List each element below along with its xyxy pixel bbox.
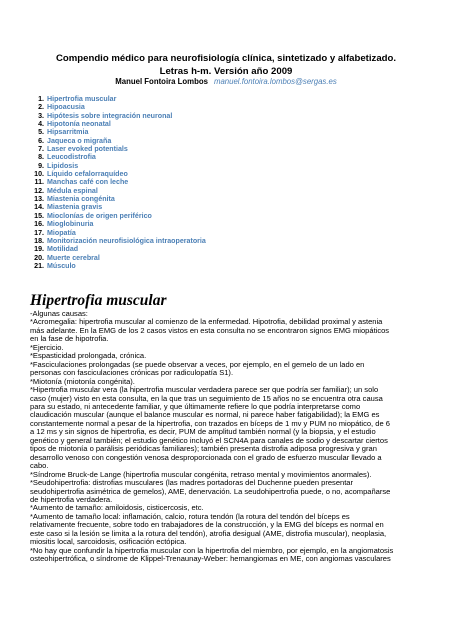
- toc-item-link[interactable]: Hipertrofia muscular: [47, 95, 117, 103]
- toc-item-link[interactable]: Monitorización neurofisiológica intraoperatoria: [47, 236, 206, 245]
- body-line: tipos de miotonía o parálisis periódicas familiares); también presenta distrofia adiposa progresiva y gran: [30, 444, 377, 454]
- toc-item-link[interactable]: Líquido cefalorraquídeo: [47, 170, 128, 179]
- body-line: *Espasticidad prolongada, crónica.: [30, 351, 147, 361]
- body-line: caso (mujer) visto en esta consulta, en la que tras un seguimiento de 15 años no se encuentra otra causa: [30, 393, 383, 403]
- toc-item-number: 11.: [34, 178, 44, 187]
- toc-item: [30, 128, 206, 136]
- toc-item: [30, 178, 206, 186]
- author-email-link[interactable]: manuel.fontoira.lombos@sergas.es: [213, 77, 337, 86]
- toc-item-number: 8.: [38, 153, 44, 162]
- toc-item: [30, 262, 206, 270]
- toc-item: [30, 187, 206, 195]
- section-heading: Hipertrofia muscular: [30, 292, 167, 309]
- toc-item: [30, 95, 206, 103]
- toc-item-link[interactable]: Miopatía: [47, 228, 76, 237]
- toc-item-number: 17.: [34, 228, 44, 237]
- body-line: desarrollo venoso con congestión venosa desproporcionada con el grado de esfuerzo muscular llevado a: [30, 452, 382, 462]
- body-line: *Hipertrofia muscular vera (la hipertrofia muscular verdadera parece ser que podría ser familiar); un solo: [30, 385, 379, 395]
- toc-item: [30, 137, 206, 145]
- body-line: claudicación muscular (aunque el balance muscular es normal, ni parece haber fatigabilidad); la EMG es: [30, 410, 380, 420]
- body-line: *Aumento de tamaño: amiloidosis, cisticercosis, etc.: [30, 503, 204, 513]
- toc-item-number: 16.: [34, 220, 44, 229]
- toc-item-number: 14.: [34, 203, 44, 212]
- section-body: [30, 310, 438, 564]
- body-line: *Fasciculaciones prolongadas (se puede observar a veces, por ejemplo, en el gemelo de un lado en: [30, 359, 365, 369]
- body-line: *Seudohipertrofia: distrofias musculares (las madres portadoras del Duchenne pueden presentar: [30, 478, 354, 488]
- body-line: *Acromegalia: hipertrofia muscular al comienzo de la enfermedad. Hipotrofia, debilidad proximal y astenia: [30, 317, 383, 327]
- body-line: *Aumento de tamaño local: inflamación, calcio, rotura tendón (la rotura del tendón del bíceps es: [30, 511, 350, 521]
- toc-item: [30, 254, 206, 262]
- document-title-line-1: Compendio médico para neurofisiología clínica, sintetizado y alfabetizado.: [55, 53, 397, 64]
- toc-item-link[interactable]: Leucodistrofia: [47, 153, 96, 162]
- toc-item-link[interactable]: Hipsarritmia: [47, 128, 89, 137]
- toc-item-number: 5.: [38, 128, 44, 137]
- toc-item-number: 15.: [34, 211, 44, 220]
- toc-item: [30, 237, 206, 245]
- body-line: de hipertrofia verdadera.: [30, 494, 113, 504]
- toc-item-link[interactable]: Hipótesis sobre integración neuronal: [47, 111, 173, 120]
- toc-item-number: 9.: [38, 161, 44, 170]
- body-line: este caso si la lesión se limita a la rotura del tendón), atrofia desigual (AME, distrofia muscular), neoplasia,: [30, 528, 387, 538]
- toc-item-number: 20.: [34, 253, 44, 262]
- toc-item-number: 12.: [34, 186, 44, 195]
- body-line: *No hay que confundir la hipertrofia muscular con la hipertrofia del miembro, por ejemplo, en la angiomatosis: [30, 545, 394, 555]
- toc-item-number: 3.: [38, 111, 44, 120]
- body-line: relativamente frecuente, sobre todo en trabajadores de la construcción, y la EMG del bíceps es normal en: [30, 520, 384, 530]
- toc-item-number: 1.: [38, 95, 44, 103]
- body-line: miositis local, sarcoidosis, osificación ectópica.: [30, 537, 187, 547]
- body-line: para su estado, ni antecedente familiar, y que últimamente refiere lo que podría interpretarse como: [30, 401, 361, 411]
- body-line: seudohipertrofia asimétrica de gemelos), AME, denervación. La seudohipertrofia puede, o no, acompañarse: [30, 486, 391, 496]
- toc-item: [30, 120, 206, 128]
- body-line: más adelante. En la EMG de los 2 casos vistos en esta consulta no se encontraron signos EMG miopáticos: [30, 325, 390, 335]
- toc-item-link[interactable]: Hipoacusia: [47, 103, 85, 112]
- toc-item-number: 6.: [38, 136, 44, 145]
- toc-item-link[interactable]: Médula espinal: [47, 186, 98, 195]
- toc-item: [30, 103, 206, 111]
- toc-item-number: 7.: [38, 145, 44, 154]
- toc-item: [30, 170, 206, 178]
- author-line: [0, 77, 452, 87]
- toc-item: [30, 229, 206, 237]
- toc-item: [30, 162, 206, 170]
- body-line: en la fase de hipotrofia.: [30, 334, 109, 344]
- toc-item-link[interactable]: Mioclonías de origen periférico: [47, 211, 152, 220]
- body-line: personas con fasciculaciones crónicas por radiculopatía S1).: [30, 368, 234, 378]
- toc-item-link[interactable]: Manchas café con leche: [47, 178, 129, 187]
- toc-item: [30, 153, 206, 161]
- body-line: a 12 ms y sin signos de hipertrofia, es decir, PUM de amplitud también normal (y la biopsia, y el estudio: [30, 427, 376, 437]
- toc-item-number: 19.: [34, 245, 44, 254]
- toc-item: [30, 212, 206, 220]
- toc-item-link[interactable]: Motilidad: [47, 245, 79, 254]
- toc-item-link[interactable]: Hipotonía neonatal: [47, 120, 111, 129]
- toc-item-link[interactable]: Jaqueca o migraña: [47, 136, 112, 145]
- toc-item-number: 4.: [38, 120, 44, 129]
- body-line: genético y general también; el estudio genético incluyó el SCN4A para canales de sodio y descartar ciertos: [30, 435, 388, 445]
- toc-item: [30, 145, 206, 153]
- toc-item: [30, 220, 206, 228]
- toc-item-number: 2.: [38, 103, 44, 112]
- toc-item-link[interactable]: Lipidosis: [47, 161, 79, 170]
- toc-item: [30, 203, 206, 211]
- toc-item-link[interactable]: Miastenia gravis: [47, 203, 103, 212]
- toc-item: [30, 195, 206, 203]
- toc-item-number: 13.: [34, 195, 44, 204]
- body-line: *Ejercicio.: [30, 342, 64, 352]
- author-name: Manuel Fontoira Lombos: [115, 77, 208, 86]
- toc-item-link[interactable]: Miastenia congénita: [47, 195, 115, 204]
- toc-item-number: 10.: [34, 170, 44, 179]
- body-line: -Algunas causas:: [30, 309, 88, 318]
- toc-item-number: 18.: [34, 236, 44, 245]
- body-line: cabo.: [30, 461, 49, 471]
- toc-item: [30, 245, 206, 253]
- toc-item-link[interactable]: Mioglobinuria: [47, 220, 94, 229]
- body-line: *Síndrome Bruck-de Lange (hipertrofia muscular congénita, retraso mental y movimientos anormales).: [30, 469, 372, 479]
- body-line: *Miotonía (miotonía congénita).: [30, 376, 135, 386]
- body-line: osteohipertrófica, o síndrome de Klippel-Trenaunay-Weber: hemangiomas en ME, con angiomas vasculares: [30, 554, 391, 564]
- toc-item: [30, 112, 206, 120]
- toc-item-link[interactable]: Músculo: [47, 261, 76, 270]
- table-of-contents: [30, 95, 206, 270]
- toc-item-link[interactable]: Laser evoked potentials: [47, 145, 128, 154]
- body-line: constantemente normal a pesar de la hipertrofia, con trazados en bíceps de 1 mv y PUM no miopático, de 6: [30, 418, 390, 428]
- document-title-line-2: Letras h-m. Versión año 2009: [159, 66, 293, 77]
- toc-item-link[interactable]: Muerte cerebral: [47, 253, 100, 262]
- toc-item-number: 21.: [34, 261, 44, 270]
